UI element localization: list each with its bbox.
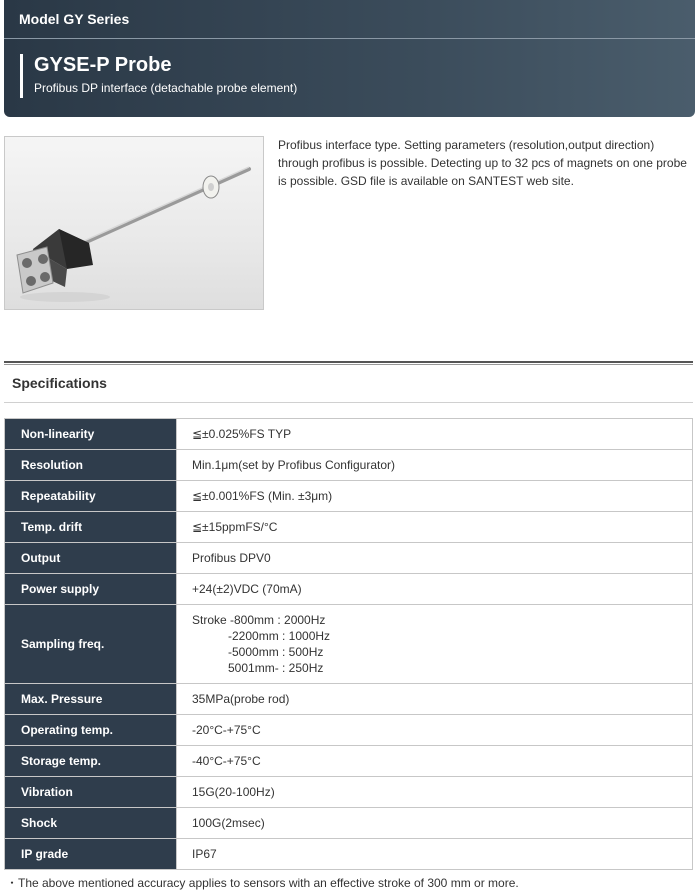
spec-label: Sampling freq. <box>5 605 177 684</box>
probe-illustration <box>5 137 263 309</box>
spec-label: Shock <box>5 808 177 839</box>
spec-value: ≦±0.025%FS TYP <box>177 419 693 450</box>
spec-value: +24(±2)VDC (70mA) <box>177 574 693 605</box>
spec-label: Power supply <box>5 574 177 605</box>
spec-label: Vibration <box>5 777 177 808</box>
spec-value: Profibus DPV0 <box>177 543 693 574</box>
table-row <box>5 419 693 450</box>
table-row <box>5 746 693 777</box>
spec-label: Max. Pressure <box>5 684 177 715</box>
spec-label: Operating temp. <box>5 715 177 746</box>
spec-value: ≦±15ppmFS/°C <box>177 512 693 543</box>
spec-label: Repeatability <box>5 481 177 512</box>
product-subtitle: Profibus DP interface (detachable probe element) <box>34 81 298 95</box>
heading-underline <box>4 402 693 403</box>
table-row <box>5 684 693 715</box>
spec-value <box>177 605 693 684</box>
spec-label: Storage temp. <box>5 746 177 777</box>
spec-label: IP grade <box>5 839 177 870</box>
table-row <box>5 450 693 481</box>
spec-label: Temp. drift <box>5 512 177 543</box>
table-row <box>5 777 693 808</box>
sampling-line: -2200mm : 1000Hz <box>228 629 331 643</box>
specifications-table <box>4 418 693 870</box>
accuracy-footnote: ・The above mentioned accuracy applies to sensors with an effective stroke of 300 mm or more. <box>6 876 519 890</box>
sampling-line: -5000mm : 500Hz <box>228 645 324 659</box>
spec-value: IP67 <box>177 839 693 870</box>
header-divider <box>4 38 695 39</box>
table-row <box>5 839 693 870</box>
table-row <box>5 715 693 746</box>
table-row <box>5 512 693 543</box>
spec-label: Resolution <box>5 450 177 481</box>
title-accent-bar <box>20 54 23 98</box>
table-row <box>5 543 693 574</box>
spec-value: 35MPa(probe rod) <box>177 684 693 715</box>
table-row <box>5 808 693 839</box>
spec-value: -20°C-+75°C <box>177 715 693 746</box>
product-description: Profibus interface type. Setting parameters (resolution,output direction) through profibus is possible. Detecting up to 32 pcs of magnets on one probe is possible. GSD file is available on SANTEST web site. <box>278 138 687 188</box>
table-row <box>5 481 693 512</box>
table-row <box>5 605 693 684</box>
sampling-line: Stroke -800mm : 2000Hz <box>192 613 326 627</box>
spec-value: Min.1μm(set by Profibus Configurator) <box>177 450 693 481</box>
spec-label: Non-linearity <box>5 419 177 450</box>
spec-value: -40°C-+75°C <box>177 746 693 777</box>
spec-label: Output <box>5 543 177 574</box>
product-header <box>4 0 695 117</box>
specifications-heading: Specifications <box>12 375 107 391</box>
sampling-line: 5001mm- : 250Hz <box>228 661 324 675</box>
spec-value: 100G(2msec) <box>177 808 693 839</box>
spec-value: ≦±0.001%FS (Min. ±3μm) <box>177 481 693 512</box>
spec-value: 15G(20-100Hz) <box>177 777 693 808</box>
series-title: Model GY Series <box>19 11 130 27</box>
product-photo <box>4 136 264 310</box>
table-row <box>5 574 693 605</box>
section-divider <box>4 361 693 365</box>
product-title: GYSE-P Probe <box>34 54 172 76</box>
